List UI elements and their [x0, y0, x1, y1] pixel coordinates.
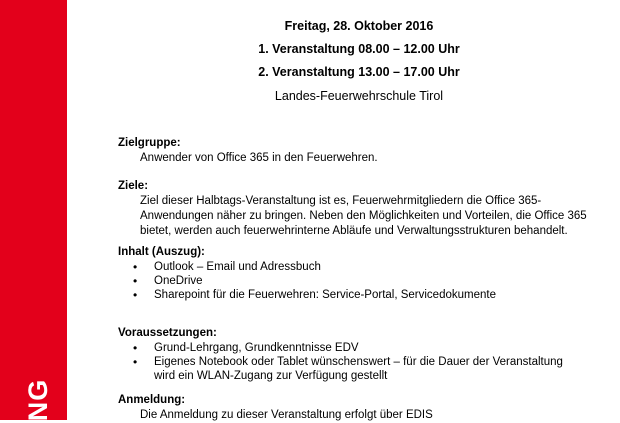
list-item: • Sharepoint für die Feuerwehren: Service-Portal, Servicedokumente	[118, 288, 604, 302]
list-item: • Grund-Lehrgang, Grundkenntnisse EDV	[118, 341, 604, 355]
red-side-band	[0, 0, 67, 420]
anmeldung-text: Die Anmeldung zu dieser Veranstaltung erfolgt über EDIS	[140, 409, 433, 421]
session-2: 2. Veranstaltung 13.00 – 17.00 Uhr	[258, 65, 460, 79]
inhalt-title: Inhalt (Auszug):	[118, 246, 205, 258]
list-item: • Eigenes Notebook oder Tablet wünschenswert – für die Dauer der Veranstaltung	[118, 355, 604, 369]
ziele-title: Ziele:	[118, 180, 149, 192]
list-item: • Outlook – Email und Adressbuch	[118, 260, 604, 274]
ziele-line: Ziel dieser Halbtags-Veranstaltung ist es, Feuerwehrmitgliedern die Office 365-	[140, 195, 542, 207]
anmeldung-title: Anmeldung:	[118, 394, 186, 406]
session-1: 1. Veranstaltung 08.00 – 12.00 Uhr	[258, 42, 460, 56]
inhalt-list	[118, 260, 604, 302]
list-item-continuation: wird ein WLAN-Zugang zur Verfügung gestellt	[154, 370, 388, 382]
band-label: NG	[22, 378, 53, 422]
event-date: Freitag, 28. Oktober 2016	[284, 19, 434, 33]
list-item: • OneDrive	[118, 274, 604, 288]
ziele-line: Anwendungen näher zu bringen. Neben den Möglichkeiten und Vorteilen, die Office 365	[140, 210, 587, 222]
voraussetzungen-list	[118, 341, 604, 383]
zielgruppe-text: Anwender von Office 365 in den Feuerwehren.	[140, 152, 378, 164]
ziele-text	[140, 194, 605, 239]
event-location: Landes-Feuerwehrschule Tirol	[274, 89, 444, 103]
voraussetzungen-title: Voraussetzungen:	[118, 327, 217, 339]
ziele-line: bietet, werden auch feuerwehrinterne Abläufe und Verwaltungsstrukturen behandelt.	[140, 225, 568, 237]
zielgruppe-title: Zielgruppe:	[118, 137, 181, 149]
